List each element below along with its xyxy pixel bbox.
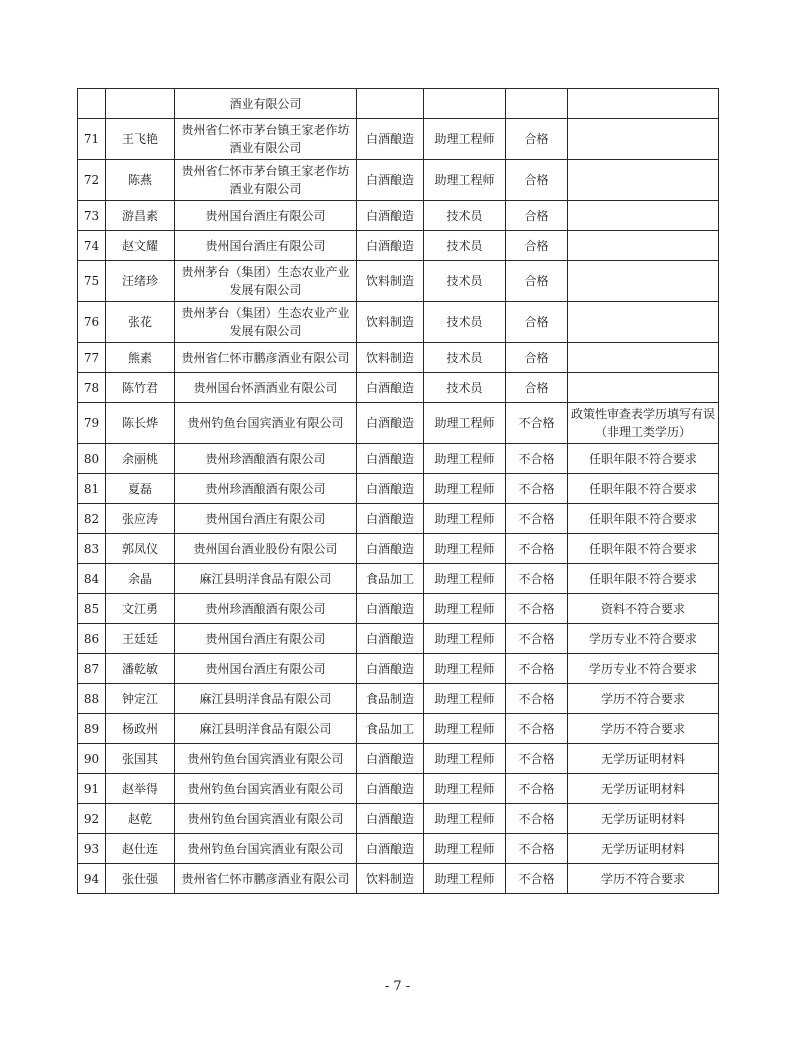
company-cell: 贵州国台酒庄有限公司: [175, 504, 357, 534]
name-cell: 熊素: [106, 343, 175, 373]
name-cell: 陈竹君: [106, 373, 175, 403]
company-cell: 贵州钓鱼台国宾酒业有限公司: [175, 744, 357, 774]
note-cell: [568, 343, 719, 373]
company-cell: 贵州国台酒庄有限公司: [175, 231, 357, 261]
table-row: [78, 504, 719, 534]
result-cell: 不合格: [506, 624, 568, 654]
company-cell: 贵州省仁怀市鹏彦酒业有限公司: [175, 343, 357, 373]
row-number-cell: 74: [78, 231, 106, 261]
company-cell: 贵州国台酒庄有限公司: [175, 654, 357, 684]
table-row: [78, 594, 719, 624]
table-row: [78, 160, 719, 201]
name-cell: 陈燕: [106, 160, 175, 201]
title-cell: 助理工程师: [424, 774, 506, 804]
category-cell: 白酒酿造: [357, 594, 424, 624]
name-cell: 游昌素: [106, 201, 175, 231]
title-cell: 技术员: [424, 302, 506, 343]
category-cell: 白酒酿造: [357, 624, 424, 654]
title-cell: 助理工程师: [424, 744, 506, 774]
result-cell: 不合格: [506, 864, 568, 894]
company-cell: 贵州珍酒酿酒有限公司: [175, 594, 357, 624]
results-table: [77, 88, 719, 894]
row-number-cell: 93: [78, 834, 106, 864]
result-cell: 不合格: [506, 714, 568, 744]
title-cell: 助理工程师: [424, 804, 506, 834]
category-cell: 饮料制造: [357, 302, 424, 343]
note-cell: 任职年限不符合要求: [568, 564, 719, 594]
result-cell: 不合格: [506, 444, 568, 474]
row-number-cell: 79: [78, 403, 106, 444]
title-cell: 技术员: [424, 261, 506, 302]
name-cell: 赵文耀: [106, 231, 175, 261]
company-cell: 酒业有限公司: [175, 89, 357, 119]
title-cell: 助理工程师: [424, 160, 506, 201]
company-cell: 贵州钓鱼台国宾酒业有限公司: [175, 403, 357, 444]
result-cell: 不合格: [506, 504, 568, 534]
result-cell: 不合格: [506, 403, 568, 444]
result-cell: 合格: [506, 373, 568, 403]
row-number-cell: [78, 89, 106, 119]
row-number-cell: 87: [78, 654, 106, 684]
note-cell: 学历不符合要求: [568, 864, 719, 894]
row-number-cell: 92: [78, 804, 106, 834]
table-row: [78, 744, 719, 774]
category-cell: 饮料制造: [357, 864, 424, 894]
category-cell: [357, 89, 424, 119]
category-cell: 饮料制造: [357, 261, 424, 302]
category-cell: 白酒酿造: [357, 834, 424, 864]
category-cell: 白酒酿造: [357, 774, 424, 804]
result-cell: 合格: [506, 119, 568, 160]
title-cell: 技术员: [424, 231, 506, 261]
row-number-cell: 82: [78, 504, 106, 534]
name-cell: 潘乾敏: [106, 654, 175, 684]
title-cell: 助理工程师: [424, 594, 506, 624]
name-cell: 张应涛: [106, 504, 175, 534]
title-cell: 助理工程师: [424, 654, 506, 684]
name-cell: 汪绪珍: [106, 261, 175, 302]
company-cell: 贵州珍酒酿酒有限公司: [175, 474, 357, 504]
category-cell: 白酒酿造: [357, 444, 424, 474]
row-number-cell: 72: [78, 160, 106, 201]
title-cell: 助理工程师: [424, 534, 506, 564]
result-cell: [506, 89, 568, 119]
table-row: [78, 564, 719, 594]
note-cell: 任职年限不符合要求: [568, 474, 719, 504]
result-cell: 合格: [506, 201, 568, 231]
company-cell: 贵州钓鱼台国宾酒业有限公司: [175, 834, 357, 864]
category-cell: 白酒酿造: [357, 534, 424, 564]
row-number-cell: 89: [78, 714, 106, 744]
name-cell: 杨政州: [106, 714, 175, 744]
note-cell: 无学历证明材料: [568, 744, 719, 774]
title-cell: 助理工程师: [424, 714, 506, 744]
result-cell: 合格: [506, 302, 568, 343]
title-cell: 助理工程师: [424, 864, 506, 894]
row-number-cell: 80: [78, 444, 106, 474]
note-cell: 无学历证明材料: [568, 834, 719, 864]
note-cell: 学历专业不符合要求: [568, 624, 719, 654]
name-cell: 赵乾: [106, 804, 175, 834]
name-cell: 王廷廷: [106, 624, 175, 654]
company-cell: 贵州国台酒业股份有限公司: [175, 534, 357, 564]
name-cell: 陈长烨: [106, 403, 175, 444]
company-cell: 贵州茅台（集团）生态农业产业发展有限公司: [175, 302, 357, 343]
name-cell: 余丽桃: [106, 444, 175, 474]
category-cell: 白酒酿造: [357, 403, 424, 444]
company-cell: 麻江县明洋食品有限公司: [175, 564, 357, 594]
row-number-cell: 84: [78, 564, 106, 594]
note-cell: 学历专业不符合要求: [568, 654, 719, 684]
row-number-cell: 91: [78, 774, 106, 804]
note-cell: 任职年限不符合要求: [568, 534, 719, 564]
title-cell: 助理工程师: [424, 684, 506, 714]
note-cell: 任职年限不符合要求: [568, 444, 719, 474]
result-cell: 合格: [506, 160, 568, 201]
note-cell: [568, 89, 719, 119]
name-cell: [106, 89, 175, 119]
name-cell: 钟定江: [106, 684, 175, 714]
table-row: [78, 89, 719, 119]
title-cell: 助理工程师: [424, 624, 506, 654]
table-row: [78, 343, 719, 373]
table-row: [78, 864, 719, 894]
category-cell: 白酒酿造: [357, 119, 424, 160]
table-row: [78, 804, 719, 834]
name-cell: 张花: [106, 302, 175, 343]
result-cell: 不合格: [506, 594, 568, 624]
title-cell: 助理工程师: [424, 834, 506, 864]
result-cell: 不合格: [506, 774, 568, 804]
name-cell: 余晶: [106, 564, 175, 594]
result-cell: 不合格: [506, 534, 568, 564]
row-number-cell: 75: [78, 261, 106, 302]
result-cell: 合格: [506, 261, 568, 302]
row-number-cell: 73: [78, 201, 106, 231]
title-cell: 助理工程师: [424, 564, 506, 594]
table-row: [78, 261, 719, 302]
company-cell: 贵州珍酒酿酒有限公司: [175, 444, 357, 474]
company-cell: 贵州省仁怀市鹏彦酒业有限公司: [175, 864, 357, 894]
name-cell: 赵举得: [106, 774, 175, 804]
title-cell: 助理工程师: [424, 119, 506, 160]
result-cell: 不合格: [506, 834, 568, 864]
note-cell: [568, 160, 719, 201]
table-row: [78, 403, 719, 444]
table-row: [78, 119, 719, 160]
company-cell: 贵州钓鱼台国宾酒业有限公司: [175, 804, 357, 834]
table-row: [78, 654, 719, 684]
company-cell: 贵州国台酒庄有限公司: [175, 624, 357, 654]
row-number-cell: 86: [78, 624, 106, 654]
note-cell: [568, 302, 719, 343]
category-cell: 白酒酿造: [357, 201, 424, 231]
title-cell: [424, 89, 506, 119]
company-cell: 贵州省仁怀市茅台镇王家老作坊酒业有限公司: [175, 119, 357, 160]
row-number-cell: 78: [78, 373, 106, 403]
category-cell: 食品加工: [357, 714, 424, 744]
company-cell: 贵州钓鱼台国宾酒业有限公司: [175, 774, 357, 804]
result-cell: 不合格: [506, 654, 568, 684]
name-cell: 王飞艳: [106, 119, 175, 160]
note-cell: [568, 231, 719, 261]
category-cell: 白酒酿造: [357, 373, 424, 403]
name-cell: 郭凤仪: [106, 534, 175, 564]
category-cell: 白酒酿造: [357, 504, 424, 534]
result-cell: 合格: [506, 231, 568, 261]
table-row: [78, 774, 719, 804]
note-cell: 学历不符合要求: [568, 684, 719, 714]
table-row: [78, 231, 719, 261]
category-cell: 食品加工: [357, 564, 424, 594]
title-cell: 技术员: [424, 343, 506, 373]
company-cell: 贵州省仁怀市茅台镇王家老作坊酒业有限公司: [175, 160, 357, 201]
name-cell: 张仕强: [106, 864, 175, 894]
row-number-cell: 83: [78, 534, 106, 564]
title-cell: 助理工程师: [424, 444, 506, 474]
category-cell: 白酒酿造: [357, 654, 424, 684]
row-number-cell: 94: [78, 864, 106, 894]
category-cell: 白酒酿造: [357, 160, 424, 201]
table-row: [78, 534, 719, 564]
company-cell: 贵州茅台（集团）生态农业产业发展有限公司: [175, 261, 357, 302]
title-cell: 助理工程师: [424, 403, 506, 444]
result-cell: 不合格: [506, 744, 568, 774]
note-cell: 学历不符合要求: [568, 714, 719, 744]
page-number: - 7 -: [384, 979, 411, 994]
result-cell: 不合格: [506, 474, 568, 504]
category-cell: 白酒酿造: [357, 231, 424, 261]
note-cell: 任职年限不符合要求: [568, 504, 719, 534]
category-cell: 白酒酿造: [357, 744, 424, 774]
name-cell: 张国其: [106, 744, 175, 774]
table-row: [78, 302, 719, 343]
result-cell: 不合格: [506, 684, 568, 714]
row-number-cell: 76: [78, 302, 106, 343]
table-row: [78, 201, 719, 231]
row-number-cell: 71: [78, 119, 106, 160]
table-body: [78, 89, 719, 894]
title-cell: 助理工程师: [424, 474, 506, 504]
note-cell: 无学历证明材料: [568, 804, 719, 834]
title-cell: 技术员: [424, 373, 506, 403]
note-cell: [568, 201, 719, 231]
result-cell: 合格: [506, 343, 568, 373]
title-cell: 技术员: [424, 201, 506, 231]
note-cell: [568, 373, 719, 403]
note-cell: 资料不符合要求: [568, 594, 719, 624]
note-cell: 政策性审查表学历填写有误（非理工类学历）: [568, 403, 719, 444]
table-row: [78, 684, 719, 714]
title-cell: 助理工程师: [424, 504, 506, 534]
company-cell: 贵州国台怀酒酒业有限公司: [175, 373, 357, 403]
company-cell: 麻江县明洋食品有限公司: [175, 714, 357, 744]
row-number-cell: 81: [78, 474, 106, 504]
category-cell: 食品制造: [357, 684, 424, 714]
table-row: [78, 444, 719, 474]
company-cell: 贵州国台酒庄有限公司: [175, 201, 357, 231]
table-row: [78, 714, 719, 744]
company-cell: 麻江县明洋食品有限公司: [175, 684, 357, 714]
row-number-cell: 88: [78, 684, 106, 714]
row-number-cell: 90: [78, 744, 106, 774]
result-cell: 不合格: [506, 564, 568, 594]
table-row: [78, 373, 719, 403]
category-cell: 白酒酿造: [357, 804, 424, 834]
category-cell: 饮料制造: [357, 343, 424, 373]
name-cell: 文江勇: [106, 594, 175, 624]
table-row: [78, 624, 719, 654]
category-cell: 白酒酿造: [357, 474, 424, 504]
note-cell: [568, 119, 719, 160]
name-cell: 夏磊: [106, 474, 175, 504]
table-row: [78, 834, 719, 864]
table-row: [78, 474, 719, 504]
row-number-cell: 77: [78, 343, 106, 373]
note-cell: 无学历证明材料: [568, 774, 719, 804]
result-cell: 不合格: [506, 804, 568, 834]
note-cell: [568, 261, 719, 302]
row-number-cell: 85: [78, 594, 106, 624]
name-cell: 赵仕连: [106, 834, 175, 864]
